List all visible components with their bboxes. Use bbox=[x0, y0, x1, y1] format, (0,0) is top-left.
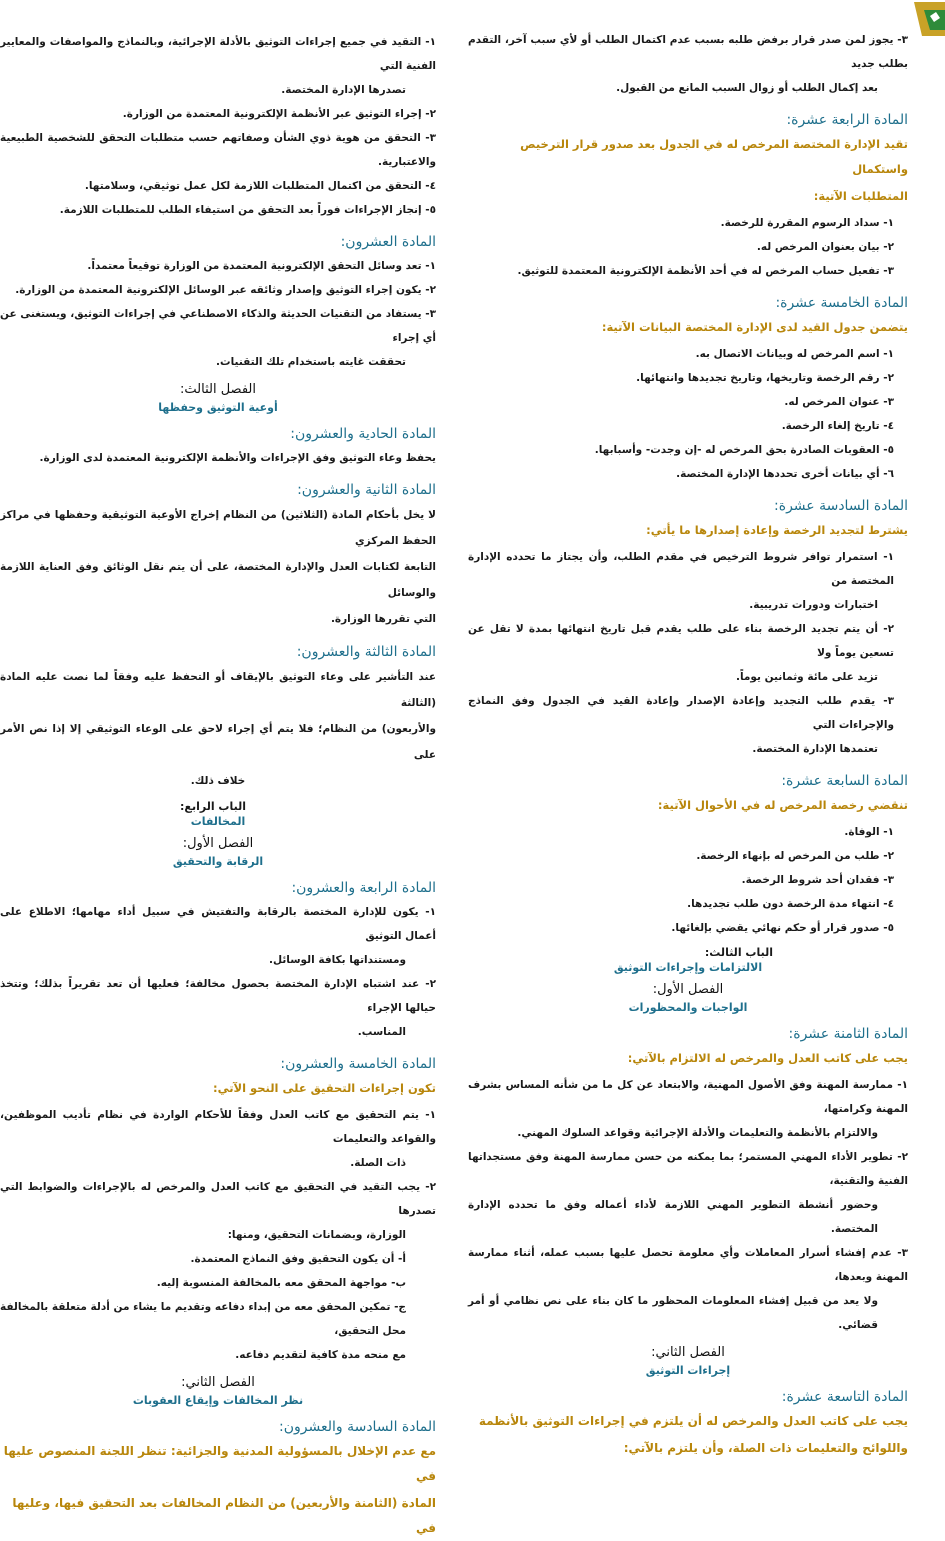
list-item-cont: تحققت غايته باستخدام تلك التقنيات. bbox=[216, 356, 406, 368]
list-item-cont: اختبارات ودورات تدريبية. bbox=[749, 599, 878, 611]
paragraph: خلاف ذلك. bbox=[190, 775, 246, 787]
list-item-cont: تصدرها الإدارة المختصة. bbox=[281, 84, 406, 96]
list-item: ١- ممارسة المهنة وفق الأصول المهنية، والابتعاد عن كل ما من شأنه المساس بشرف المهنة وكرامتها، bbox=[468, 1079, 908, 1115]
article-intro: تقيد الإدارة المختصة المرخص له في الجدول بعد صدور قرار الترخيص واستكمال bbox=[520, 137, 908, 176]
paragraph: التي تقررها الوزارة. bbox=[330, 613, 436, 625]
list-item: ٢- عند اشتباه الإدارة المختصة بحصول مخالفة؛ فعليها أن تعد تقريراً بذلك؛ وتتخذ حيالها الإجراء bbox=[0, 978, 436, 1014]
list-item: ١- تعد وسائل التحقق الإلكترونية المعتمدة من الوزارة توقيعاً معتمداً. bbox=[87, 260, 436, 272]
list-item: ١- سداد الرسوم المقررة للرخصة. bbox=[720, 217, 894, 229]
article-heading: المادة الثانية والعشرون: bbox=[297, 482, 436, 498]
article-heading: المادة الخامسة عشرة: bbox=[775, 295, 908, 311]
list-item-cont: المناسب. bbox=[357, 1026, 406, 1038]
article-intro: مع عدم الإخلال بالمسؤولية المدنية والجزائية: تنظر اللجنة المنصوص عليها في bbox=[3, 1444, 436, 1483]
list-item: ٢- يكون إجراء التوثيق وإصدار وثائقه عبر الوسائل الإلكترونية المعتمدة من الوزارة. bbox=[15, 284, 436, 296]
part-subtitle: الالتزامات وإجراءات التوثيق bbox=[613, 961, 763, 974]
list-item: ٣- تفعيل حساب المرخص له في أحد الأنظمة الإلكترونية المعتمدة للتوثيق. bbox=[517, 265, 894, 277]
article-intro: تكون إجراءات التحقيق على النحو الآتي: bbox=[212, 1081, 436, 1095]
list-item: ٣- فقدان أحد شروط الرخصة. bbox=[741, 874, 894, 886]
list-item-cont: ومستنداتها بكافة الوسائل. bbox=[268, 954, 406, 966]
list-item-cont: ولا يعد من قبيل إفشاء المعلومات المحظور ما كان بناء على نص نظامي أو أمر قضائي. bbox=[468, 1295, 878, 1331]
article-intro: تنقضي رخصة المرخص له في الأحوال الآتية: bbox=[657, 798, 908, 812]
list-item: ٣- يقدم طلب التجديد وإعادة الإصدار وإعادة القيد في الجدول وفق النماذج والإجراءات التي bbox=[468, 695, 894, 731]
list-item: ٦- أي بيانات أخرى تحددها الإدارة المختصة. bbox=[676, 468, 894, 480]
article-intro: المتطلبات الآتية: bbox=[813, 189, 908, 203]
chapter-heading: الفصل الثالث: bbox=[180, 382, 256, 397]
list-item: ٤- التحقق من اكتمال المتطلبات اللازمة لكل عمل توثيقي، وسلامتها. bbox=[84, 180, 436, 192]
list-item: ٥- إنجاز الإجراءات فوراً بعد التحقق من استيفاء الطلب للمتطلبات اللازمة. bbox=[59, 204, 436, 216]
paragraph: والأربعون) من النظام؛ فلا يتم أي إجراء لاحق على الوعاء التوثيقي إلا إذا نص الأمر على bbox=[0, 723, 436, 761]
list-item: ٣- التحقق من هوية ذوي الشأن وصفاتهم حسب متطلبات التحقق للشخصية الطبيعية والاعتبارية. bbox=[0, 132, 436, 168]
list-item: ٢- إجراء التوثيق عبر الأنظمة الإلكترونية المعتمدة من الوزارة. bbox=[122, 108, 436, 120]
chapter-heading: الفصل الثاني: bbox=[651, 1345, 725, 1360]
chapter-heading: الفصل الأول: bbox=[652, 982, 724, 997]
list-item: ٢- أن يتم تجديد الرخصة بناء على طلب يقدم قبل تاريخ انتهائها بمدة لا تقل عن تسعين يوماً ولا bbox=[468, 623, 894, 659]
sub-list-item: ب- مواجهة المحقق معه بالمخالفة المنسوبة إليه. bbox=[156, 1277, 406, 1289]
list-item: ٤- انتهاء مدة الرخصة دون طلب تجديدها. bbox=[687, 898, 894, 910]
list-item: ٤- تاريخ إلغاء الرخصة. bbox=[781, 420, 894, 432]
article-heading: المادة الحادية والعشرون: bbox=[290, 426, 436, 442]
chapter-heading: الفصل الأول: bbox=[182, 836, 254, 851]
article-intro: يشترط لتجديد الرخصة وإعادة إصدارها ما يأتي: bbox=[646, 523, 908, 537]
ministry-logo bbox=[910, 0, 945, 40]
article-heading: المادة الرابعة عشرة: bbox=[786, 112, 908, 128]
list-item: ١- استمرار توافر شروط الترخيص في مقدم الطلب، وأن يجتاز ما تحدده الإدارة المختصة من bbox=[468, 551, 894, 587]
list-item: ١- يكون للإدارة المختصة بالرقابة والتفتيش في سبيل أداء مهامها؛ الاطلاع على أعمال التوثيق bbox=[0, 906, 436, 942]
list-item-cont: ذات الصلة. bbox=[350, 1157, 406, 1169]
paragraph: ٣- يجوز لمن صدر قرار برفض طلبه بسبب عدم اكتمال الطلب أو لأي سبب آخر، التقدم بطلب جديد bbox=[468, 34, 908, 70]
article-heading: المادة السادسة والعشرون: bbox=[278, 1419, 436, 1435]
list-item: ١- التقيد في جميع إجراءات التوثيق بالأدلة الإجرائية، وبالنماذج والمواصفات والمعايير الفنية التي bbox=[0, 36, 436, 72]
article-heading: المادة الثامنة عشرة: bbox=[788, 1026, 908, 1042]
article-heading: المادة السادسة عشرة: bbox=[774, 498, 908, 514]
list-item: ٢- يجب التقيد في التحقيق مع كاتب العدل والمرخص له بالإجراءات والضوابط التي تصدرها bbox=[0, 1181, 436, 1217]
sub-list-item: أ- أن يكون التحقيق وفق النماذج المعتمدة. bbox=[190, 1253, 406, 1265]
chapter-subtitle: الواجبات والمحظورات bbox=[628, 1001, 748, 1014]
article-heading: المادة التاسعة عشرة: bbox=[781, 1389, 908, 1405]
list-item: ٢- رقم الرخصة وتاريخها، وتاريخ تجديدها وانتهائها. bbox=[636, 372, 894, 384]
chapter-subtitle: الرقابة والتحقيق bbox=[172, 855, 264, 868]
part-heading: الباب الثالث: bbox=[704, 946, 773, 959]
list-item: ٣- عدم إفشاء أسرار المعاملات وأي معلومة تحصل عليها بسبب عمله، أثناء ممارسة المهنة وبعدها، bbox=[468, 1247, 908, 1283]
list-item-cont: تعتمدها الإدارة المختصة. bbox=[752, 743, 878, 755]
list-item-cont: والالتزام بالأنظمة والتعليمات والأدلة الإجرائية وقواعد السلوك المهني. bbox=[517, 1127, 878, 1139]
right-column bbox=[468, 0, 908, 1455]
paragraph: عند التأشير على وعاء التوثيق بالإيقاف أو التحفظ عليه وفقاً لما نصت عليه المادة (الثالثة bbox=[0, 671, 436, 709]
paragraph: يحفظ وعاء التوثيق وفق الإجراءات والأنظمة الإلكترونية المعتمدة لدى الوزارة. bbox=[39, 452, 436, 464]
article-heading: المادة الرابعة والعشرون: bbox=[291, 880, 436, 896]
paragraph: بعد إكمال الطلب أو زوال السبب المانع من القبول. bbox=[616, 82, 878, 94]
article-intro: يتضمن جدول القيد لدى الإدارة المختصة البيانات الآتية: bbox=[601, 320, 908, 334]
list-item: ٢- تطوير الأداء المهني المستمر؛ بما يمكنه من حسن ممارسة المهنة وفق مستجداتها الفنية والتقنية، bbox=[468, 1151, 908, 1187]
chapter-subtitle: أوعية التوثيق وحفظها bbox=[158, 401, 278, 414]
left-column bbox=[0, 0, 442, 1535]
paragraph: التابعة لكتابات العدل والإدارة المختصة، على أن يتم نقل الوثائق وفق العناية اللازمة والوسائل bbox=[0, 561, 436, 599]
article-heading: المادة العشرون: bbox=[340, 234, 436, 250]
article-heading: المادة الثالثة والعشرون: bbox=[296, 644, 436, 660]
sub-list-item-cont: مع منحه مدة كافية لتقديم دفاعه. bbox=[235, 1349, 406, 1361]
sub-list-item: ج- تمكين المحقق معه من إبداء دفاعه وتقديم ما يشاء من أدلة متعلقة بالمخالفة محل التحقيق، bbox=[0, 1301, 406, 1337]
chapter-subtitle: إجراءات التوثيق bbox=[645, 1364, 731, 1377]
article-heading: المادة الخامسة والعشرون: bbox=[280, 1056, 436, 1072]
article-intro: المادة (الثامنة والأربعين) من النظام المخالفات بعد التحقيق فيها، وعليها في bbox=[12, 1496, 436, 1535]
list-item: ٢- طلب من المرخص له بإنهاء الرخصة. bbox=[696, 850, 894, 862]
article-intro: واللوائح والتعليمات ذات الصلة، وأن يلتزم بالآتي: bbox=[623, 1441, 908, 1455]
list-item: ٥- صدور قرار أو حكم نهائي يقضي بإلغائها. bbox=[671, 922, 894, 934]
list-item-cont: الوزارة، وبضمانات التحقيق، ومنها: bbox=[227, 1229, 406, 1241]
list-item-cont: تزيد على مائة وثمانين يوماً. bbox=[735, 671, 878, 683]
list-item-cont: وحضور أنشطة التطوير المهني اللازمة لأداء أعماله وفق ما تحدده الإدارة المختصة. bbox=[468, 1199, 878, 1235]
list-item: ٥- العقوبات الصادرة بحق المرخص له -إن وجدت- وأسبابها. bbox=[594, 444, 894, 456]
list-item: ١- يتم التحقيق مع كاتب العدل وفقاً للأحكام الواردة في نظام تأديب الموظفين، والقواعد والتعليمات bbox=[0, 1109, 436, 1145]
list-item: ١- الوفاة. bbox=[844, 826, 894, 838]
chapter-subtitle: نظر المخالفات وإيقاع العقوبات bbox=[132, 1394, 304, 1407]
list-item: ٢- بيان بعنوان المرخص له. bbox=[756, 241, 894, 253]
chapter-heading: الفصل الثاني: bbox=[181, 1375, 255, 1390]
article-intro: يجب على كاتب العدل والمرخص له الالتزام بالآتي: bbox=[627, 1051, 908, 1065]
article-intro: يجب على كاتب العدل والمرخص له أن يلتزم في إجراءات التوثيق بالأنظمة bbox=[478, 1414, 908, 1428]
part-heading: الباب الرابع: bbox=[180, 800, 246, 813]
list-item: ١- اسم المرخص له وبيانات الاتصال به. bbox=[695, 348, 894, 360]
paragraph: لا يخل بأحكام المادة (الثلاثين) من النظام إخراج الأوعية التوثيقية وحفظها في مراكز الحفظ المركزي bbox=[0, 509, 436, 547]
part-subtitle: المخالفات bbox=[190, 815, 246, 828]
list-item: ٣- عنوان المرخص له. bbox=[784, 396, 894, 408]
article-heading: المادة السابعة عشرة: bbox=[781, 773, 908, 789]
list-item: ٣- يستفاد من التقنيات الحديثة والذكاء الاصطناعي في إجراءات التوثيق، ويستغنى عن أي إجراء bbox=[0, 308, 436, 344]
